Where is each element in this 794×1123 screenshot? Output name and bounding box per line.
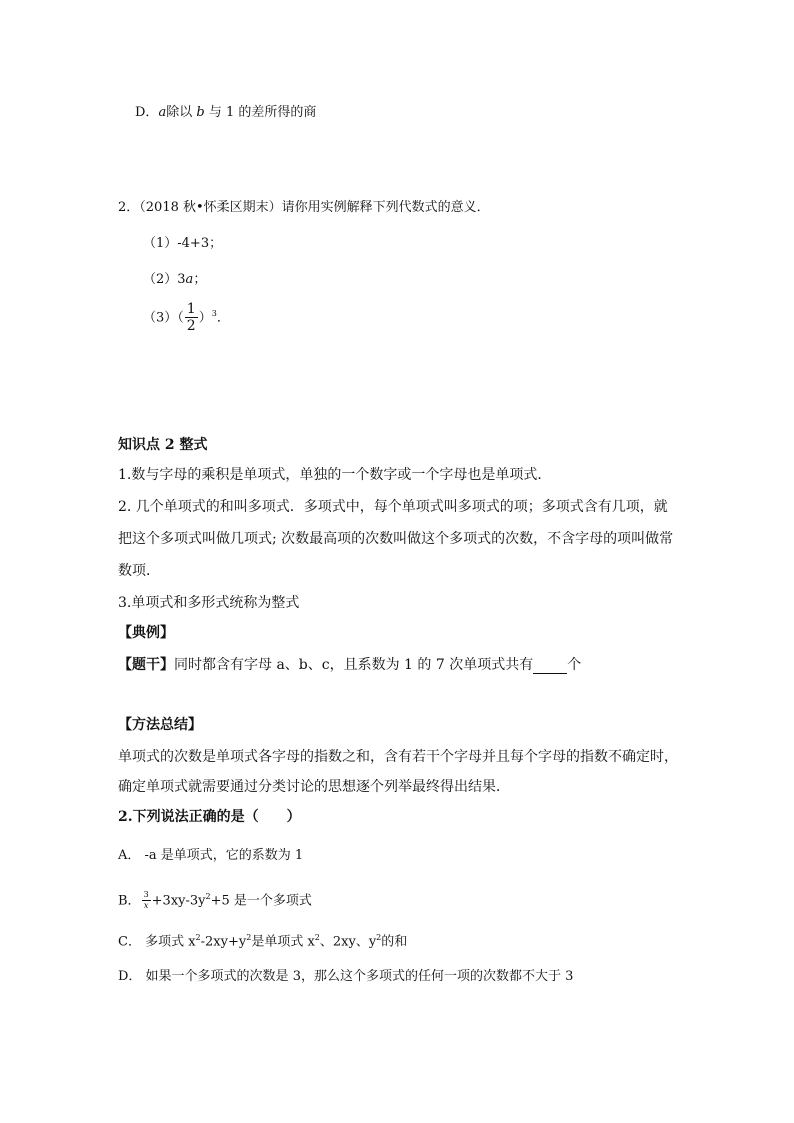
- question-2-part-1: （1）-4+3；: [143, 236, 223, 251]
- variable-a: a: [185, 272, 194, 287]
- text: 是单项式 x: [251, 934, 315, 950]
- kp-line-1: 1.数与字母的乘积是单项式，单独的一个数字或一个字母也是单项式．: [118, 467, 552, 483]
- exponent: 3: [211, 309, 217, 318]
- denominator: 2: [186, 318, 196, 335]
- question-2-part-2: [143, 271, 206, 289]
- fraction: [185, 302, 198, 333]
- text: -2xy+y: [200, 934, 247, 950]
- option-b: [118, 882, 312, 916]
- text: +5 是一个多项式: [210, 893, 312, 909]
- numerator: 3: [143, 890, 149, 900]
- question-tag: 【题干】: [118, 657, 174, 673]
- variable-a: a: [158, 105, 167, 120]
- text: 个: [567, 657, 582, 673]
- section-title: 知识点 2 整式: [118, 437, 208, 453]
- question-2-part-3: [143, 296, 230, 336]
- option-c: [118, 929, 407, 951]
- example-question: [118, 656, 581, 674]
- text: 与 1 的差所得的商: [208, 105, 317, 120]
- text: （3）: [143, 310, 178, 326]
- kp-line-5: 3.单项式和多形式统称为整式: [118, 595, 300, 611]
- exponent: 2: [376, 933, 382, 942]
- numerator: 1: [186, 301, 196, 318]
- text: C． 多项式 x: [118, 934, 196, 950]
- option-d-2: D． 如果一个多项式的次数是 3，那么这个多项式的任何一项的次数都不大于 3: [118, 969, 574, 984]
- option-label: B．: [118, 893, 141, 909]
- kp-line-2: 2. 几个单项式的和叫多项式．多项式中，每个单项式叫多项式的项；多项式含有几项，就: [118, 499, 668, 515]
- exponent: 2: [195, 933, 201, 942]
- variable-b: b: [196, 105, 205, 120]
- method-line-1: 单项式的次数是单项式各字母的指数之和，含有若干个字母并且每个字母的指数不确定时，: [118, 749, 678, 765]
- text: +3xy-3y: [151, 893, 206, 909]
- text: （: [177, 310, 184, 326]
- denominator: x: [143, 901, 149, 911]
- question-2-stem: 2．（2018 秋•怀柔区期末）请你用实例解释下列代数式的意义．: [118, 200, 490, 215]
- option-d: [135, 104, 316, 122]
- question-3-stem: 2.下列说法正确的是（ ）: [118, 809, 301, 825]
- text: ；: [193, 272, 207, 287]
- text: 的和: [381, 934, 408, 950]
- example-header: 【典例】: [118, 625, 174, 641]
- text: （2）3: [143, 272, 186, 287]
- text: ）: [198, 310, 212, 326]
- method-line-2: 确定单项式就需要通过分类讨论的思想逐个列举最终得出结果．: [118, 779, 510, 795]
- kp-line-4: 数项．: [118, 563, 160, 579]
- text: 除以: [166, 105, 193, 120]
- exponent: 2: [205, 892, 211, 901]
- text: 、2xy、y: [319, 934, 377, 950]
- exponent: 2: [314, 933, 320, 942]
- answer-blank: [533, 659, 567, 674]
- method-header: 【方法总结】: [118, 717, 202, 733]
- kp-line-3: 把这个多项式叫做几项式; 次数最高项的次数叫做这个多项式的次数，不含字母的项叫做常: [118, 531, 674, 547]
- text: ．: [216, 310, 230, 326]
- option-a: A． -a 是单项式，它的系数为 1: [118, 848, 304, 863]
- option-label: D．: [135, 105, 159, 120]
- exponent: 2: [246, 933, 252, 942]
- fraction: [142, 891, 151, 910]
- text: 同时都含有字母 a、b、c，且系数为 1 的 7 次单项式共有: [174, 657, 534, 673]
